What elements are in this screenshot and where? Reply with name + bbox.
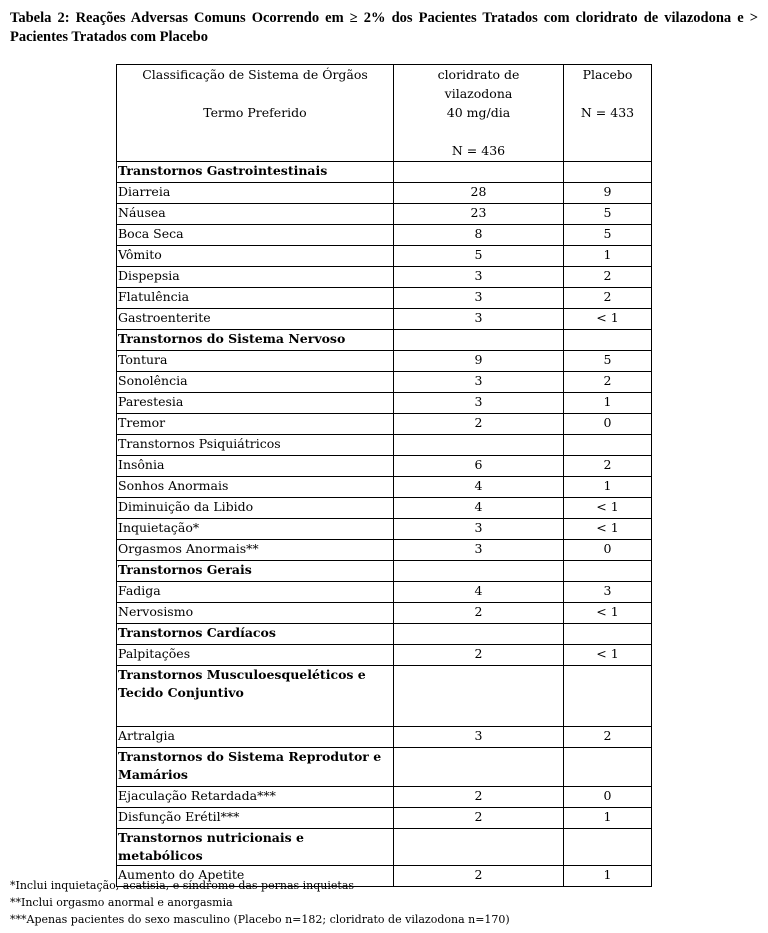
preferred-term: Gastroenterite [117,309,394,330]
placebo-percent: 1 [564,477,652,498]
vilazodona-percent: 3 [394,540,564,561]
preferred-term: Ejaculação Retardada*** [117,787,394,808]
empty-cell [394,435,564,456]
section-row [117,162,652,183]
vilazodona-percent: 4 [394,477,564,498]
preferred-term: Nervosismo [117,603,394,624]
preferred-term: Diminuição da Libido [117,498,394,519]
preferred-term: Fadiga [117,582,394,603]
vilazodona-percent: 8 [394,225,564,246]
table-row [117,456,652,477]
placebo-percent: < 1 [564,603,652,624]
vilazodona-percent: 2 [394,787,564,808]
empty-cell [394,330,564,351]
vilazodona-percent: 3 [394,519,564,540]
table-row [117,267,652,288]
preferred-term: Aumento do Apetite [117,866,394,887]
footnote: ***Apenas pacientes do sexo masculino (Placebo n=182; cloridrato de vilazodona n=170) [10,913,510,926]
placebo-percent: 9 [564,183,652,204]
placebo-percent: 5 [564,204,652,225]
empty-cell [394,561,564,582]
empty-cell [564,748,652,787]
table-row [117,787,652,808]
empty-cell [564,330,652,351]
preferred-term: Flatulência [117,288,394,309]
placebo-percent: < 1 [564,309,652,330]
header-system-organ-class: Classificação de Sistema de Órgãos Termo Preferido [117,65,394,162]
placebo-percent: 1 [564,246,652,267]
table-row [117,288,652,309]
vilazodona-percent: 3 [394,727,564,748]
preferred-term: Parestesia [117,393,394,414]
adverse-reactions-table [116,64,652,887]
section-title: Transtornos Psiquiátricos [117,435,394,456]
table-row [117,351,652,372]
placebo-percent: 2 [564,288,652,309]
footnote: *Inclui inquietação, acatisia, e síndrome das pernas inquietas [10,879,355,892]
table-row [117,393,652,414]
vilazodona-percent: 2 [394,866,564,887]
vilazodona-percent: 23 [394,204,564,225]
preferred-term: Disfunção Erétil*** [117,808,394,829]
preferred-term: Palpitações [117,645,394,666]
vilazodona-percent: 3 [394,288,564,309]
table-row [117,414,652,435]
table-row [117,477,652,498]
vilazodona-percent: 5 [394,246,564,267]
placebo-percent: 0 [564,414,652,435]
vilazodona-percent: 3 [394,372,564,393]
section-row [117,435,652,456]
table-row [117,727,652,748]
preferred-term: Náusea [117,204,394,225]
preferred-term: Vômito [117,246,394,267]
table-row [117,519,652,540]
table-header-row [117,65,652,162]
header-placebo: Placebo N = 433 [564,65,652,162]
placebo-percent: 2 [564,372,652,393]
vilazodona-percent: 6 [394,456,564,477]
section-row [117,330,652,351]
placebo-percent: 2 [564,267,652,288]
placebo-percent: 1 [564,393,652,414]
table-row [117,309,652,330]
preferred-term: Boca Seca [117,225,394,246]
empty-cell [394,162,564,183]
placebo-percent: 2 [564,727,652,748]
table-caption: Tabela 2: Reações Adversas Comuns Ocorrendo em ≥ 2% dos Pacientes Tratados com cloridrato de vilazodona e > Pacientes Tratados com Placebo [10,10,758,45]
table-row [117,246,652,267]
vilazodona-percent: 3 [394,267,564,288]
vilazodona-percent: 2 [394,645,564,666]
section-title: Transtornos do Sistema Nervoso [117,330,394,351]
section-title: Transtornos Gastrointestinais [117,162,394,183]
footnote: **Inclui orgasmo anormal e anorgasmia [10,896,233,909]
empty-cell [564,666,652,727]
preferred-term: Sonhos Anormais [117,477,394,498]
section-title: Transtornos Cardíacos [117,624,394,645]
preferred-term: Orgasmos Anormais** [117,540,394,561]
vilazodona-percent: 4 [394,498,564,519]
vilazodona-percent: 2 [394,808,564,829]
preferred-term: Diarreia [117,183,394,204]
table-row [117,225,652,246]
vilazodona-percent: 3 [394,309,564,330]
vilazodona-percent: 4 [394,582,564,603]
placebo-percent: 0 [564,540,652,561]
vilazodona-percent: 28 [394,183,564,204]
empty-cell [394,829,564,866]
placebo-percent: < 1 [564,519,652,540]
section-row [117,561,652,582]
placebo-percent: 0 [564,787,652,808]
section-title: Transtornos Musculoesqueléticos e Tecido Conjuntivo [117,666,394,727]
empty-cell [564,561,652,582]
placebo-percent: 2 [564,456,652,477]
section-title: Transtornos Gerais [117,561,394,582]
section-title: Transtornos do Sistema Reprodutor e Mamários [117,748,394,787]
placebo-percent: 1 [564,866,652,887]
empty-cell [394,624,564,645]
placebo-percent: 1 [564,808,652,829]
empty-cell [564,435,652,456]
vilazodona-percent: 2 [394,603,564,624]
placebo-percent: < 1 [564,498,652,519]
section-title: Transtornos nutricionais e metabólicos [117,829,394,866]
preferred-term: Inquietação* [117,519,394,540]
preferred-term: Tontura [117,351,394,372]
table-row [117,645,652,666]
preferred-term: Artralgia [117,727,394,748]
table-row [117,540,652,561]
preferred-term: Sonolência [117,372,394,393]
empty-cell [394,666,564,727]
table-row [117,372,652,393]
table-row [117,808,652,829]
empty-cell [564,624,652,645]
vilazodona-percent: 2 [394,414,564,435]
section-row [117,666,652,727]
preferred-term: Dispepsia [117,267,394,288]
preferred-term: Insônia [117,456,394,477]
table-row [117,204,652,225]
preferred-term: Tremor [117,414,394,435]
placebo-percent: 5 [564,225,652,246]
vilazodona-percent: 3 [394,393,564,414]
table-row [117,603,652,624]
empty-cell [394,748,564,787]
header-vilazodona: cloridrato de vilazodona 40 mg/dia N = 436 [394,65,564,162]
placebo-percent: 3 [564,582,652,603]
section-row [117,624,652,645]
placebo-percent: < 1 [564,645,652,666]
empty-cell [564,829,652,866]
empty-cell [564,162,652,183]
vilazodona-percent: 9 [394,351,564,372]
table-row [117,582,652,603]
footnotes [10,877,510,928]
table-row [117,183,652,204]
section-row [117,829,652,866]
placebo-percent: 5 [564,351,652,372]
table-row [117,498,652,519]
section-row [117,748,652,787]
